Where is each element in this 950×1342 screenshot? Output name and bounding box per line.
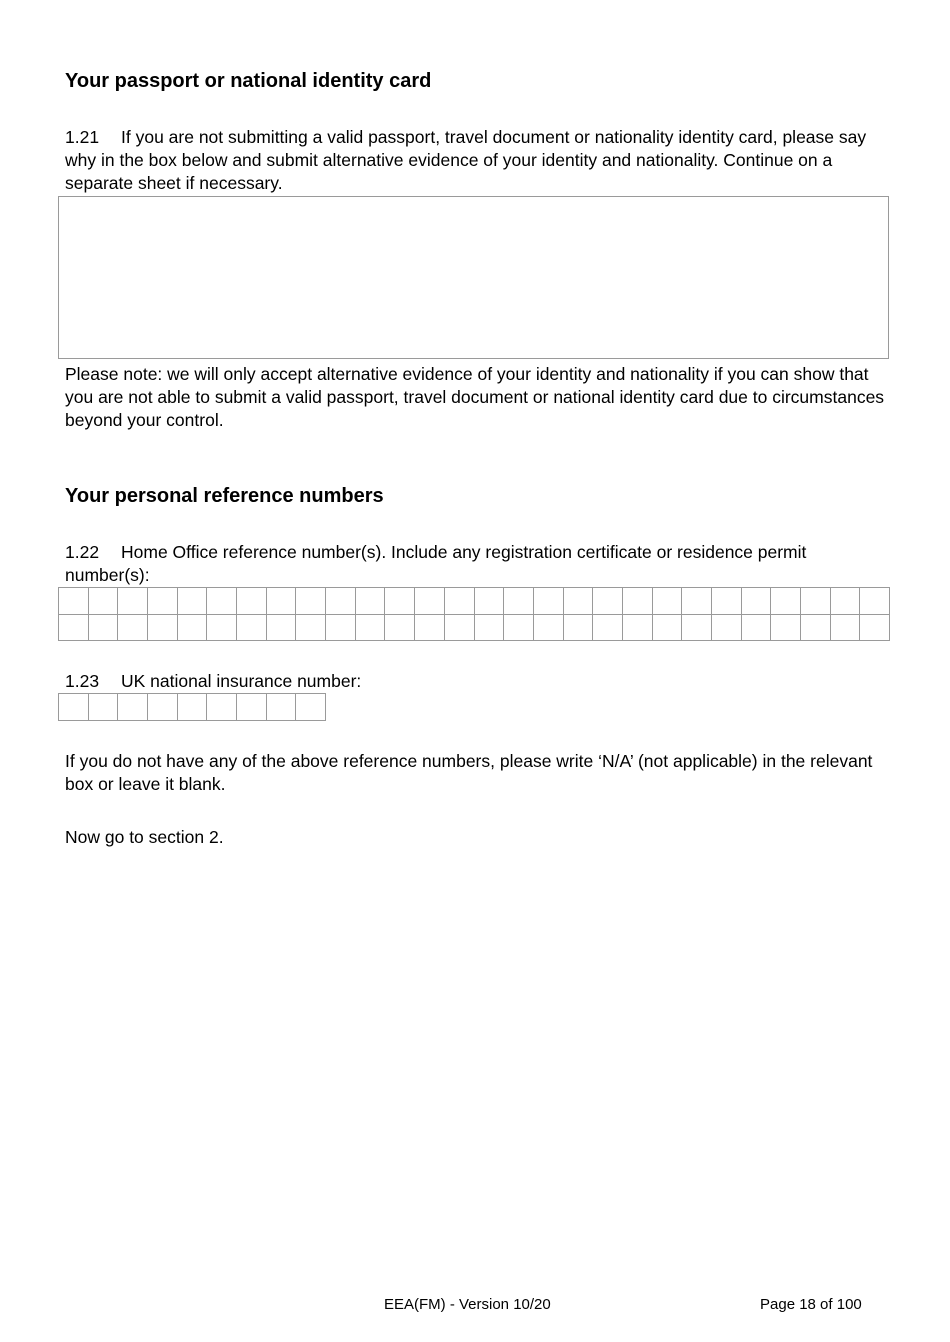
character-box[interactable] <box>860 615 890 642</box>
character-box[interactable] <box>534 588 564 615</box>
character-box[interactable] <box>475 615 505 642</box>
character-box[interactable] <box>831 615 861 642</box>
character-box[interactable] <box>534 615 564 642</box>
footer-version: EEA(FM) - Version 10/20 <box>384 1296 551 1313</box>
character-box[interactable] <box>445 588 475 615</box>
character-box[interactable] <box>178 588 208 615</box>
reference-heading: Your personal reference numbers <box>65 485 384 507</box>
character-box[interactable] <box>207 588 237 615</box>
character-box[interactable] <box>326 588 356 615</box>
question-text: UK national insurance number: <box>121 671 362 691</box>
character-box[interactable] <box>682 615 712 642</box>
character-box[interactable] <box>712 615 742 642</box>
character-box[interactable] <box>59 588 89 615</box>
character-box[interactable] <box>653 615 683 642</box>
character-box[interactable] <box>771 588 801 615</box>
character-box[interactable] <box>385 588 415 615</box>
character-box[interactable] <box>59 694 89 721</box>
character-box[interactable] <box>237 588 267 615</box>
character-box[interactable] <box>385 615 415 642</box>
character-box[interactable] <box>89 615 119 642</box>
question-1-22 <box>65 541 895 587</box>
question-1-21 <box>65 126 895 195</box>
character-box[interactable] <box>593 615 623 642</box>
character-box[interactable] <box>207 694 237 721</box>
character-box[interactable] <box>118 588 148 615</box>
character-box[interactable] <box>771 615 801 642</box>
character-box[interactable] <box>831 588 861 615</box>
character-box[interactable] <box>742 588 772 615</box>
character-box[interactable] <box>475 588 505 615</box>
character-box[interactable] <box>860 588 890 615</box>
character-box[interactable] <box>712 588 742 615</box>
character-box[interactable] <box>504 615 534 642</box>
character-box[interactable] <box>237 615 267 642</box>
question-1-23 <box>65 670 895 693</box>
character-box[interactable] <box>118 694 148 721</box>
character-box[interactable] <box>89 588 119 615</box>
na-note: If you do not have any of the above reference numbers, please write ‘N/A’ (not applicable) in the relevant box or leave it blank. <box>65 751 873 794</box>
character-box[interactable] <box>178 615 208 642</box>
character-box[interactable] <box>801 615 831 642</box>
character-box[interactable] <box>59 615 89 642</box>
character-box[interactable] <box>356 615 386 642</box>
character-box[interactable] <box>326 615 356 642</box>
character-box[interactable] <box>237 694 267 721</box>
character-box[interactable] <box>742 615 772 642</box>
character-box[interactable] <box>564 588 594 615</box>
character-box[interactable] <box>504 588 534 615</box>
question-text: If you are not submitting a valid passport, travel document or nationality identity card, please say why in the box below and submit alternative evidence of your identity and nationality. Continue on a separate sheet if necessary. <box>65 127 867 193</box>
passport-reason-textbox[interactable] <box>58 196 889 359</box>
character-box[interactable] <box>267 694 297 721</box>
character-box[interactable] <box>207 615 237 642</box>
character-box[interactable] <box>148 694 178 721</box>
character-box[interactable] <box>148 615 178 642</box>
character-box[interactable] <box>296 615 326 642</box>
character-box[interactable] <box>682 588 712 615</box>
character-box[interactable] <box>564 615 594 642</box>
character-box[interactable] <box>356 588 386 615</box>
character-box[interactable] <box>267 615 297 642</box>
character-box[interactable] <box>623 588 653 615</box>
question-text: Home Office reference number(s). Include any registration certificate or residence permit number(s): <box>65 542 807 585</box>
question-number: 1.21 <box>65 127 100 147</box>
character-box[interactable] <box>89 694 119 721</box>
passport-heading: Your passport or national identity card <box>65 70 432 92</box>
character-box[interactable] <box>178 694 208 721</box>
character-box[interactable] <box>415 588 445 615</box>
home-office-reference-grid[interactable] <box>58 587 890 641</box>
question-number: 1.22 <box>65 542 100 562</box>
next-step: Now go to section 2. <box>65 827 224 847</box>
question-number: 1.23 <box>65 671 100 691</box>
character-box[interactable] <box>593 588 623 615</box>
national-insurance-grid[interactable] <box>58 693 326 721</box>
passport-note: Please note: we will only accept alternative evidence of your identity and nationality if you can show that you are not able to submit a valid passport, travel document or national identity card due to circumstances beyond your control. <box>65 364 885 430</box>
character-box[interactable] <box>118 615 148 642</box>
character-box[interactable] <box>801 588 831 615</box>
footer-page-number: Page 18 of 100 <box>760 1296 862 1313</box>
character-box[interactable] <box>148 588 178 615</box>
character-box[interactable] <box>445 615 475 642</box>
character-box[interactable] <box>653 588 683 615</box>
character-box[interactable] <box>296 694 326 721</box>
character-box[interactable] <box>296 588 326 615</box>
character-box[interactable] <box>267 588 297 615</box>
character-box[interactable] <box>415 615 445 642</box>
character-box[interactable] <box>623 615 653 642</box>
